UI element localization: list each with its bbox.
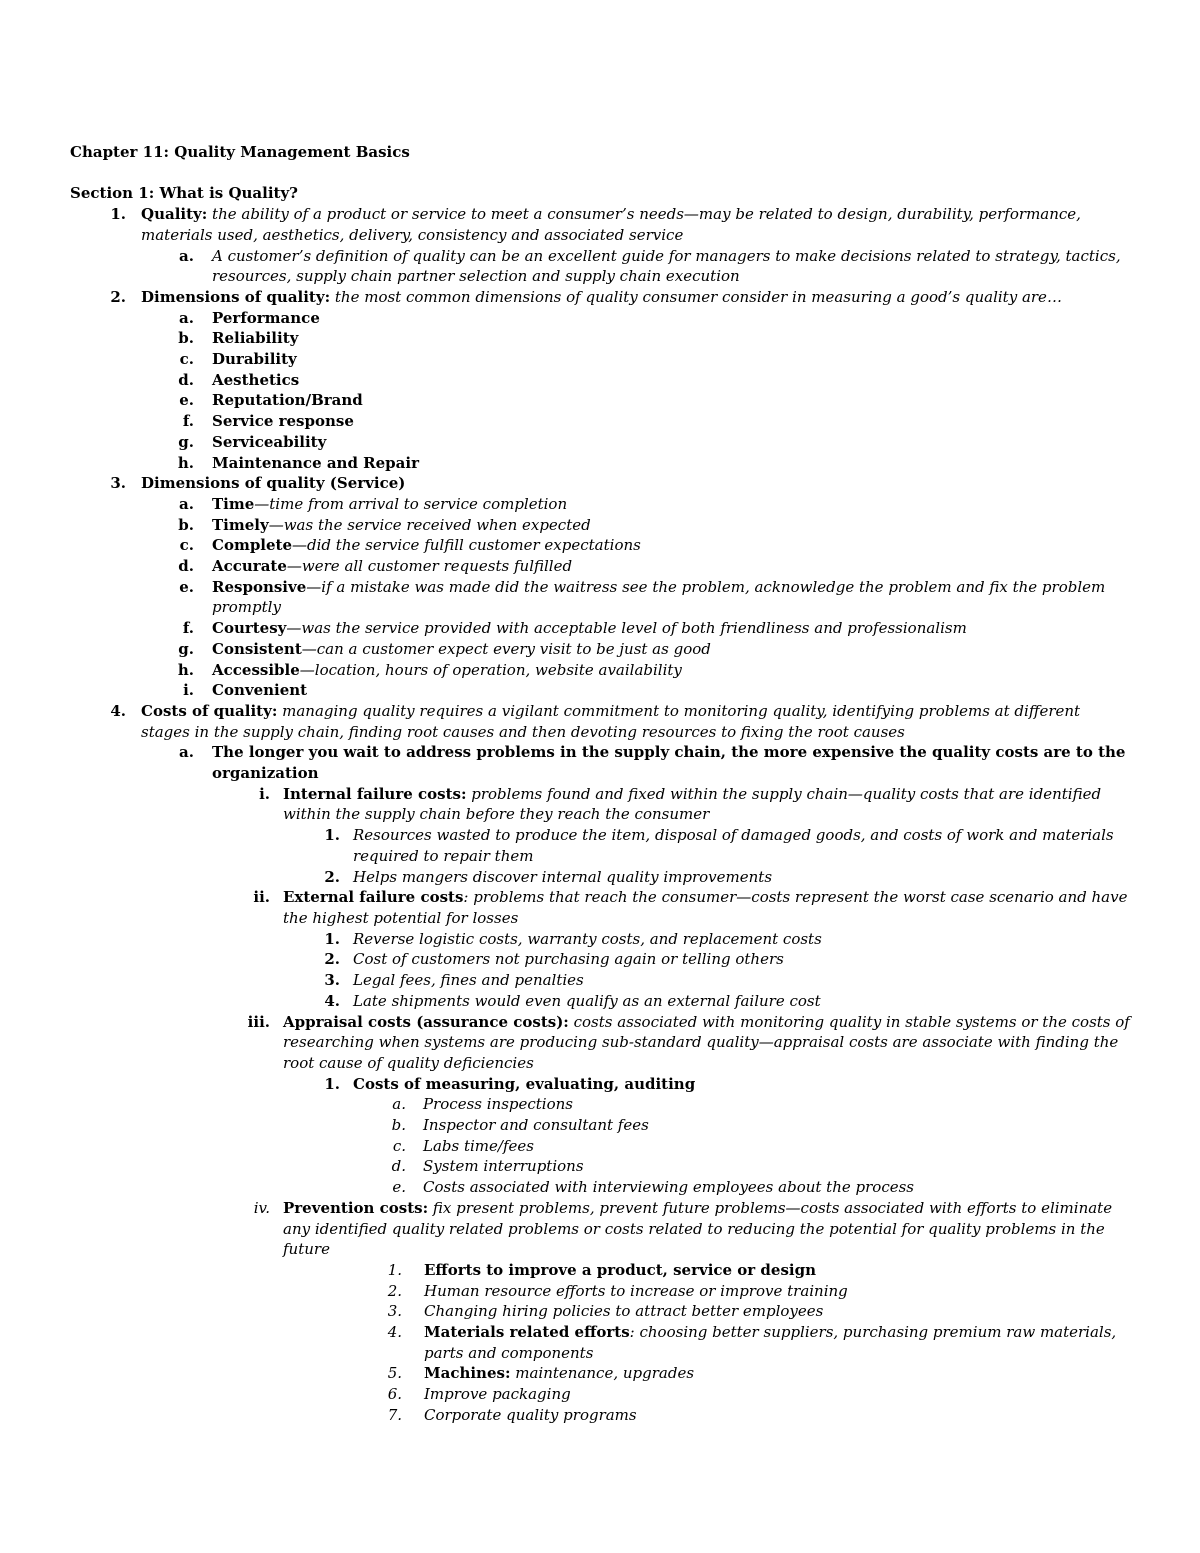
item-marker: 6.: [387, 1385, 402, 1404]
item-marker: a.: [179, 246, 194, 265]
item-term: Responsive: [212, 577, 307, 596]
document-page: [70, 142, 1130, 1426]
item-term: Accessible: [212, 660, 300, 679]
outline-item: [70, 618, 1130, 639]
outline-item: [70, 1156, 1130, 1177]
item-marker: 4.: [324, 991, 340, 1010]
item-term: Service response: [212, 412, 354, 431]
outline-item: [70, 660, 1130, 681]
outline-item: [70, 1363, 1130, 1384]
item-term: Convenient: [212, 681, 308, 700]
item-description: Corporate quality programs: [424, 1405, 637, 1424]
outline-item: [70, 577, 1130, 618]
item-marker: i.: [183, 681, 194, 700]
outline-item: [70, 742, 1130, 783]
item-marker: 2.: [110, 287, 126, 306]
outline-item: [70, 432, 1130, 453]
item-term: Costs of quality:: [141, 701, 278, 720]
item-description: : choosing better suppliers, purchasing premium raw materials, parts and components: [424, 1323, 1117, 1362]
item-description: Resources wasted to produce the item, disposal of damaged goods, and costs of work and materials required to repair them: [353, 826, 1114, 865]
item-marker: d.: [391, 1157, 406, 1176]
item-marker: a.: [179, 308, 194, 327]
item-term: Dimensions of quality (Service): [141, 474, 406, 493]
outline-item: [70, 287, 1130, 308]
outline-item: [70, 453, 1130, 474]
outline-item: [70, 1094, 1130, 1115]
item-term: Performance: [212, 308, 320, 327]
outline-item: [70, 390, 1130, 411]
outline-item: [70, 1012, 1130, 1074]
item-description: —was the service received when expected: [268, 515, 591, 534]
item-marker: 3.: [387, 1302, 402, 1321]
item-description: Costs associated with interviewing employees about the process: [423, 1178, 914, 1197]
item-marker: 1.: [324, 1074, 340, 1093]
item-term: Prevention costs:: [283, 1198, 429, 1217]
item-marker: b.: [178, 329, 194, 348]
outline-item: [70, 825, 1130, 866]
item-description: System interruptions: [423, 1157, 584, 1176]
item-description: Human resource efforts to increase or improve training: [424, 1281, 848, 1300]
item-marker: 1.: [110, 205, 126, 224]
item-marker: 1.: [387, 1260, 402, 1279]
outline-item: [70, 639, 1130, 660]
item-marker: 2.: [324, 950, 340, 969]
item-term: External failure costs: [283, 888, 464, 907]
item-term: Quality:: [141, 205, 208, 224]
item-marker: 4.: [110, 701, 126, 720]
item-description: —time from arrival to service completion: [254, 494, 568, 513]
item-term: Consistent: [212, 639, 302, 658]
item-term: Maintenance and Repair: [212, 453, 419, 472]
item-term: Reputation/Brand: [212, 391, 363, 410]
item-description: managing quality requires a vigilant commitment to monitoring quality, identifying problems at different stages in the supply chain, finding root causes and then devoting resources to fixing the root causes: [141, 701, 1081, 741]
item-marker: e.: [179, 577, 194, 596]
item-marker: e.: [392, 1178, 406, 1197]
item-description: Helps mangers discover internal quality improvements: [353, 867, 773, 886]
item-description: the ability of a product or service to meet a consumer’s needs—may be related to design, durability, performance, materials used, aesthetics, delivery, consistency and associated service: [141, 205, 1081, 244]
item-marker: h.: [177, 660, 194, 679]
item-marker: g.: [178, 639, 194, 658]
item-term: Complete: [212, 536, 293, 555]
outline-item: [70, 308, 1130, 329]
item-marker: ii.: [253, 888, 270, 907]
outline-item: [70, 556, 1130, 577]
item-description: Legal fees, fines and penalties: [353, 971, 584, 990]
outline-item: [70, 535, 1130, 556]
item-marker: 2.: [324, 867, 340, 886]
outline-item: [70, 204, 1130, 245]
section-title: Section 1: What is Quality?: [70, 184, 298, 203]
outline-item: [70, 515, 1130, 536]
item-marker: f.: [182, 619, 194, 638]
item-description: —location, hours of operation, website availability: [299, 660, 682, 679]
item-description: : problems that reach the consumer—costs represent the worst case scenario and have the highest potential for losses: [283, 888, 1128, 927]
item-marker: 3.: [324, 971, 340, 990]
item-marker: g.: [178, 432, 194, 451]
item-term: Courtesy: [212, 619, 287, 638]
item-description: Late shipments would even qualify as an external failure cost: [353, 991, 821, 1010]
outline-item: [70, 1198, 1130, 1260]
outline-item: [70, 473, 1130, 494]
item-description: —was the service provided with acceptable level of both friendliness and professionalism: [286, 619, 967, 638]
item-term: Serviceability: [212, 432, 327, 451]
item-description: —if a mistake was made did the waitress see the problem, acknowledge the problem and fix the problem promptly: [212, 577, 1106, 617]
item-description: —can a customer expect every visit to be just as good: [301, 639, 711, 658]
item-description: Changing hiring policies to attract better employees: [424, 1302, 824, 1321]
item-marker: 5.: [387, 1364, 402, 1383]
item-description: Improve packaging: [424, 1385, 571, 1404]
item-marker: d.: [178, 370, 194, 389]
item-marker: e.: [179, 391, 194, 410]
outline-item: [70, 411, 1130, 432]
outline-item: [70, 349, 1130, 370]
outline-item: [70, 370, 1130, 391]
item-marker: iv.: [253, 1198, 270, 1217]
item-term: Reliability: [212, 329, 299, 348]
outline-item: [70, 929, 1130, 950]
outline-item: [70, 246, 1130, 287]
outline-item: [70, 1301, 1130, 1322]
item-marker: 1.: [324, 929, 340, 948]
outline-item: [70, 680, 1130, 701]
item-term: Internal failure costs:: [283, 784, 467, 803]
item-marker: a.: [179, 743, 194, 762]
outline-item: [70, 867, 1130, 888]
outline-item: [70, 701, 1130, 742]
item-marker: a.: [392, 1095, 406, 1114]
item-term: Machines:: [424, 1364, 511, 1383]
item-marker: c.: [179, 350, 194, 369]
item-description: Inspector and consultant fees: [423, 1116, 649, 1135]
outline-item: [70, 949, 1130, 970]
item-term: Materials related efforts: [424, 1323, 630, 1342]
item-marker: 2.: [387, 1281, 402, 1300]
item-description: maintenance, upgrades: [510, 1364, 695, 1383]
item-marker: 1.: [324, 826, 340, 845]
item-marker: c.: [392, 1136, 406, 1155]
item-description: Reverse logistic costs, warranty costs, and replacement costs: [353, 929, 822, 948]
outline-item: [70, 887, 1130, 928]
item-marker: a.: [179, 494, 194, 513]
item-description: costs associated with monitoring quality in stable systems or the costs of researching when systems are producing sub-standard quality—appraisal costs are associate with finding the root cause of quality deficiencies: [283, 1012, 1130, 1072]
item-description: fix present problems, prevent future problems—costs associated with efforts to eliminate any identified quality related problems or costs related to reducing the potential for quality problems in the future: [283, 1198, 1113, 1259]
item-marker: f.: [182, 412, 194, 431]
outline-item: [70, 1115, 1130, 1136]
item-marker: b.: [391, 1116, 406, 1135]
outline-item: [70, 1260, 1130, 1281]
outline-item: [70, 1384, 1130, 1405]
item-term: Aesthetics: [212, 370, 300, 389]
outline-item: [70, 991, 1130, 1012]
item-marker: c.: [179, 536, 194, 555]
outline-list: [70, 204, 1130, 1425]
outline-item: [70, 1177, 1130, 1198]
outline-item: [70, 1074, 1130, 1095]
item-description: —did the service fulfill customer expectations: [292, 536, 641, 555]
item-marker: iii.: [247, 1012, 270, 1031]
outline-item: [70, 1136, 1130, 1157]
item-marker: 4.: [387, 1323, 402, 1342]
item-term: Costs of measuring, evaluating, auditing: [353, 1074, 696, 1093]
item-description: the most common dimensions of quality consumer consider in measuring a good’s quality are…: [330, 287, 1062, 306]
item-marker: d.: [178, 557, 194, 576]
item-term: Durability: [212, 350, 297, 369]
item-marker: h.: [177, 453, 194, 472]
item-marker: 7.: [387, 1405, 402, 1424]
outline-item: [70, 494, 1130, 515]
outline-item: [70, 328, 1130, 349]
item-description: Labs time/fees: [423, 1136, 534, 1155]
outline-item: [70, 970, 1130, 991]
item-description: Process inspections: [423, 1095, 573, 1114]
item-marker: b.: [178, 515, 194, 534]
item-term: Efforts to improve a product, service or design: [424, 1260, 816, 1279]
item-term: Accurate: [212, 557, 287, 576]
outline-item: [70, 1405, 1130, 1426]
item-term: The longer you wait to address problems in the supply chain, the more expensive the quality costs are to the organization: [212, 743, 1126, 783]
outline-item: [70, 1281, 1130, 1302]
outline-item: [70, 784, 1130, 825]
item-term: Time: [212, 494, 255, 513]
chapter-title: Chapter 11: Quality Management Basics: [70, 143, 410, 161]
item-marker: 3.: [110, 474, 126, 493]
item-description: Cost of customers not purchasing again or telling others: [353, 950, 784, 969]
item-term: Dimensions of quality:: [141, 287, 331, 306]
item-description: —were all customer requests fulfilled: [286, 557, 573, 576]
outline-item: [70, 1322, 1130, 1363]
item-description: A customer’s definition of quality can be an excellent guide for managers to make decisions related to strategy, tactics, resources, supply chain partner selection and supply chain execution: [212, 246, 1121, 286]
item-marker: i.: [259, 784, 270, 803]
item-description: problems found and fixed within the supply chain—quality costs that are identified within the supply chain before they reach the consumer: [283, 784, 1102, 824]
item-term: Appraisal costs (assurance costs):: [283, 1012, 569, 1031]
item-term: Timely: [212, 515, 269, 534]
